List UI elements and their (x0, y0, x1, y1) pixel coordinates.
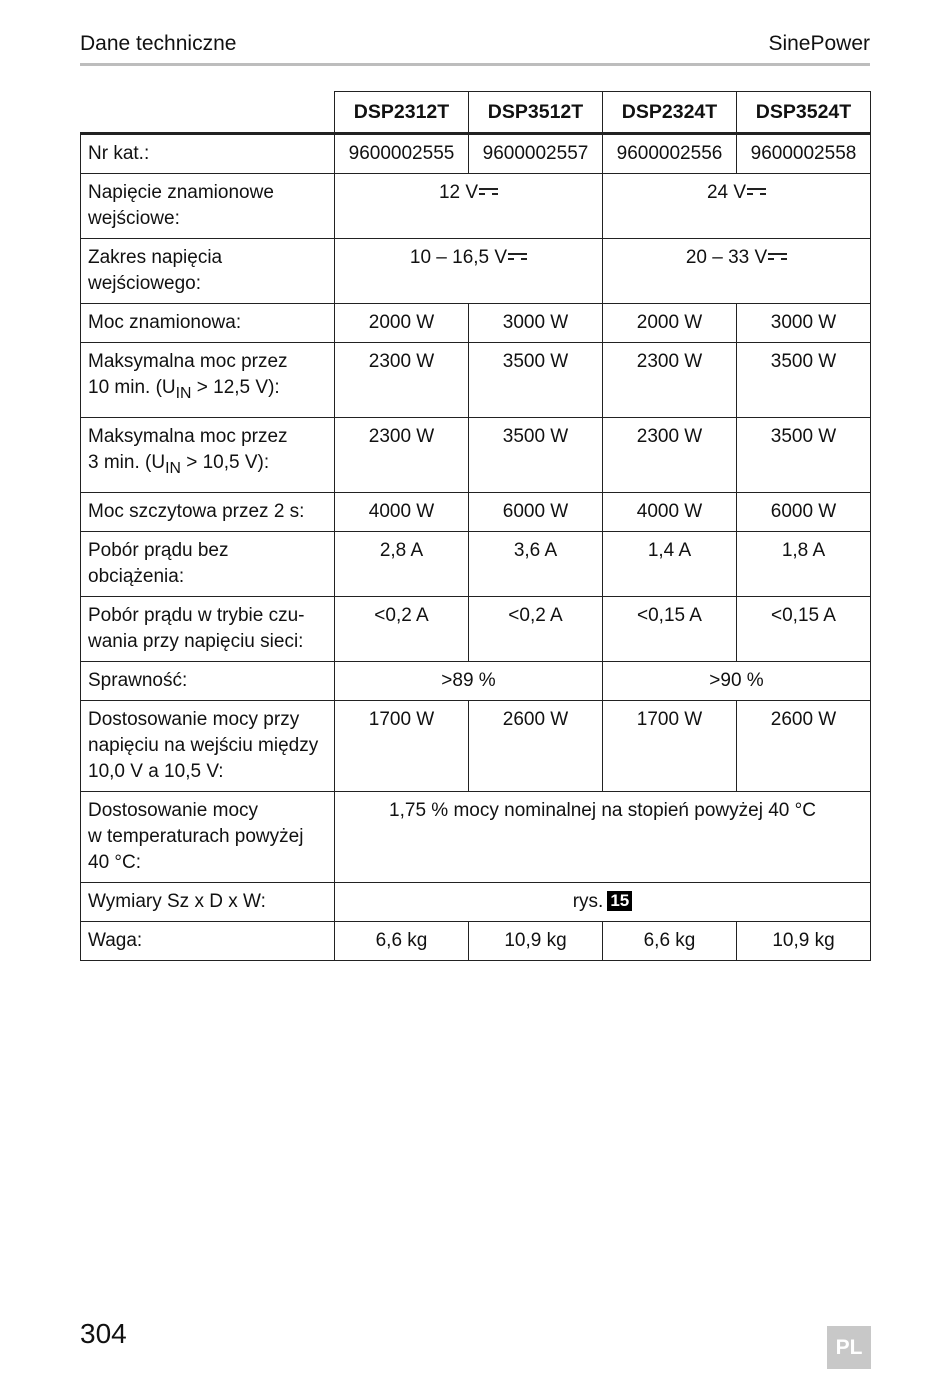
table-cell: 9600002557 (469, 134, 603, 174)
table-cell: 10 – 16,5 V (335, 239, 603, 304)
table-cell: 2300 W (603, 343, 737, 418)
table-row (81, 343, 871, 418)
table-cell: rys. 15 (335, 882, 871, 921)
table-cell: 4000 W (335, 492, 469, 531)
table-cell: 4000 W (603, 492, 737, 531)
empty-corner-cell (81, 92, 335, 134)
table-cell: 3500 W (737, 417, 871, 492)
table-cell: 2000 W (603, 304, 737, 343)
technical-data-table (80, 91, 871, 961)
table-row (81, 174, 871, 239)
table-cell: 2600 W (737, 700, 871, 791)
table-cell: 1,4 A (603, 531, 737, 596)
table-cell: 1,75 % mocy nominalnej na stopień powyżej 40 °C (335, 791, 871, 882)
table-row (81, 882, 871, 921)
model-header: DSP2324T (603, 92, 737, 134)
table-cell: <0,2 A (469, 596, 603, 661)
table-cell: 3000 W (737, 304, 871, 343)
row-label: Dostosowanie mocy przy napięciu na wejściu między 10,0 V a 10,5 V: (81, 700, 335, 791)
table-cell: <0,2 A (335, 596, 469, 661)
table-header-row (81, 92, 871, 134)
row-label: Moc znamionowa: (81, 304, 335, 343)
table-row (81, 304, 871, 343)
table-cell: 3,6 A (469, 531, 603, 596)
dc-symbol-icon (768, 251, 787, 262)
table-row (81, 239, 871, 304)
table-cell: 3000 W (469, 304, 603, 343)
table-cell: 3500 W (737, 343, 871, 418)
table-row (81, 531, 871, 596)
figure-reference: 15 (607, 891, 632, 911)
product-name: SinePower (768, 32, 870, 55)
table-cell: 24 V (603, 174, 871, 239)
table-cell: 2300 W (603, 417, 737, 492)
section-title: Dane techniczne (80, 32, 237, 55)
page-number: 304 (80, 1318, 127, 1349)
dc-symbol-icon (747, 186, 766, 197)
row-label: Pobór prądu bez obciążenia: (81, 531, 335, 596)
table-cell: 2000 W (335, 304, 469, 343)
table-cell: 1700 W (335, 700, 469, 791)
table-row (81, 661, 871, 700)
dc-symbol-icon (479, 186, 498, 197)
row-label: Waga: (81, 921, 335, 960)
table-cell: 9600002555 (335, 134, 469, 174)
table-row (81, 921, 871, 960)
table-cell: 10,9 kg (737, 921, 871, 960)
table-row (81, 492, 871, 531)
table-cell: 12 V (335, 174, 603, 239)
table-cell: 9600002556 (603, 134, 737, 174)
table-cell: 6,6 kg (335, 921, 469, 960)
row-label: Zakres napięcia wejściowego: (81, 239, 335, 304)
row-label: Dostosowanie mocy w temperaturach powyżej 40 °C: (81, 791, 335, 882)
row-label: Napięcie znamionowe wejściowe: (81, 174, 335, 239)
row-label: Sprawność: (81, 661, 335, 700)
model-header: DSP3524T (737, 92, 871, 134)
page-header (80, 30, 870, 66)
model-header: DSP3512T (469, 92, 603, 134)
table-cell: >89 % (335, 661, 603, 700)
table-cell: <0,15 A (603, 596, 737, 661)
table-cell: 1,8 A (737, 531, 871, 596)
row-label: Nr kat.: (81, 134, 335, 174)
row-label: Maksymalna moc przez 3 min. ($U_{IN} > 10,5$ V): (81, 417, 335, 492)
row-label: Moc szczytowa przez 2 s: (81, 492, 335, 531)
table-cell: 1700 W (603, 700, 737, 791)
table-cell: 3500 W (469, 343, 603, 418)
table-row (81, 134, 871, 174)
table-row (81, 417, 871, 492)
row-label: Pobór prądu w trybie czu- wania przy napięciu sieci: (81, 596, 335, 661)
table-cell: 2,8 A (335, 531, 469, 596)
table-cell: 6000 W (737, 492, 871, 531)
language-badge: PL (827, 1326, 871, 1369)
row-label: Maksymalna moc przez 10 min. ($U_{IN} > 12,5$ V): (81, 343, 335, 418)
table-cell: 10,9 kg (469, 921, 603, 960)
table-row (81, 700, 871, 791)
table-cell: <0,15 A (737, 596, 871, 661)
table-cell: 6,6 kg (603, 921, 737, 960)
table-cell: 20 – 33 V (603, 239, 871, 304)
table-row (81, 596, 871, 661)
table-cell: 2600 W (469, 700, 603, 791)
dc-symbol-icon (508, 251, 527, 262)
table-cell: 6000 W (469, 492, 603, 531)
row-label: Wymiary Sz x D x W: (81, 882, 335, 921)
table-row (81, 791, 871, 882)
table-cell: 3500 W (469, 417, 603, 492)
table-cell: 2300 W (335, 343, 469, 418)
table-cell: >90 % (603, 661, 871, 700)
model-header: DSP2312T (335, 92, 469, 134)
table-cell: 2300 W (335, 417, 469, 492)
table-cell: 9600002558 (737, 134, 871, 174)
